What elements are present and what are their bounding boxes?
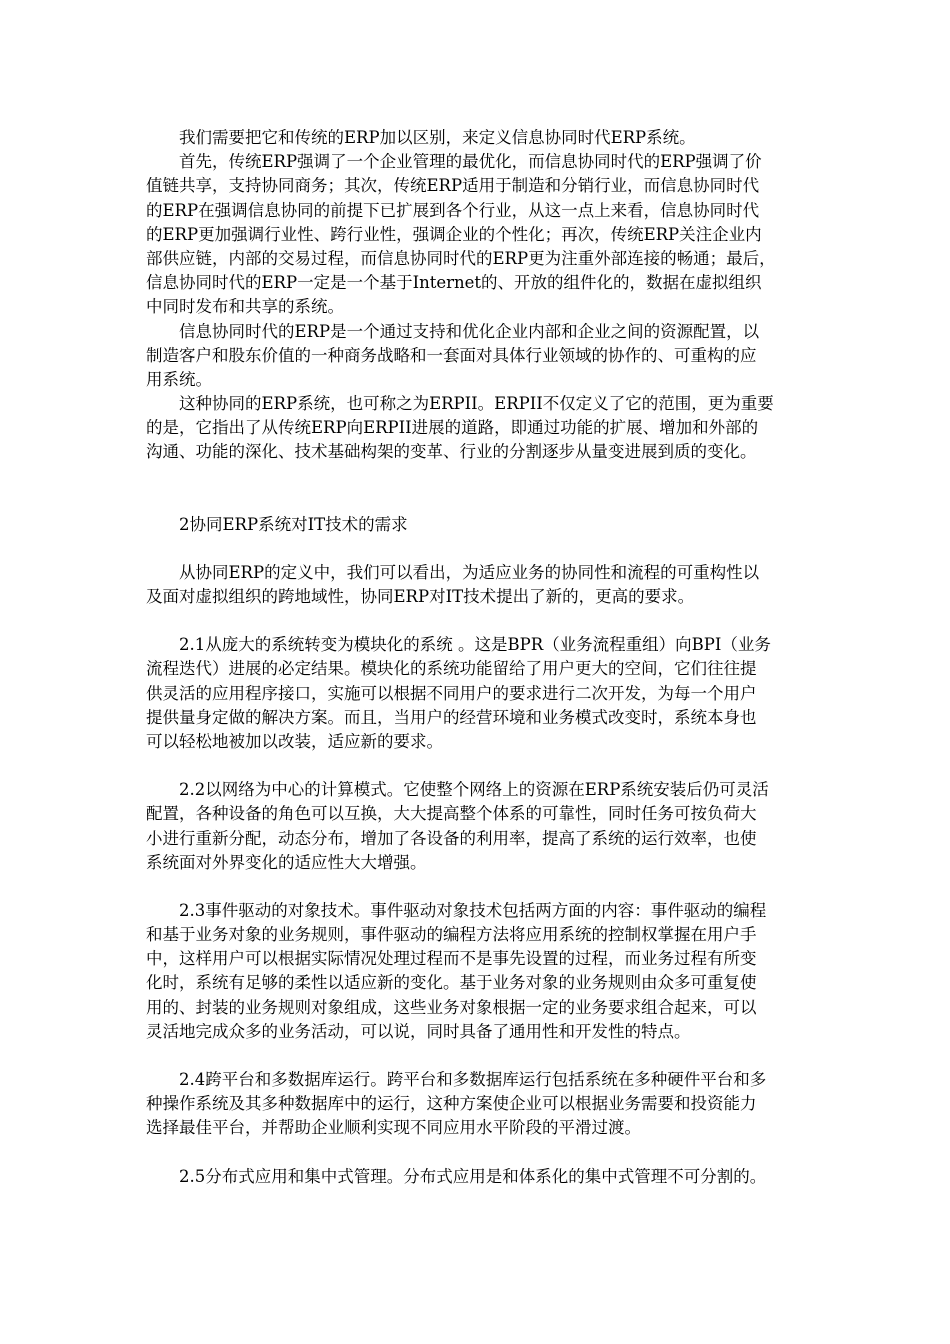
text-line: 中，这样用户可以根据实际情况处理过程而不是事先设置的过程，而业务过程有所变 [146, 949, 757, 969]
text-line: 选择最佳平台，并帮助企业顺利实现不同应用水平阶段的平滑过渡。 [146, 1118, 641, 1138]
text-line: 部供应链，内部的交易过程，而信息协同时代的ERP更为注重外部连接的畅通；最后， [146, 248, 776, 268]
text-line: 用系统。 [146, 369, 212, 389]
text-line: 可以轻松地被加以改装，适应新的要求。 [146, 731, 443, 751]
document-body [146, 126, 814, 1189]
text-line: 沟通、功能的深化、技术基础构架的变革、行业的分割逐步从量变进展到质的变化。 [146, 442, 757, 462]
text-line: 值链共享，支持协同商务；其次，传统ERP适用于制造和分销行业，而信息协同时代 [146, 176, 760, 196]
text-line: 供灵活的应用程序接口，实施可以根据不同用户的要求进行二次开发，为每一个用户 [146, 683, 757, 703]
spacer [146, 875, 814, 899]
spacer [146, 465, 814, 513]
paragraph-intro-3 [146, 320, 814, 393]
text-line: 小进行重新分配，动态分布，增加了各设备的利用率，提高了系统的运行效率，也使 [146, 828, 757, 848]
subsection-2-2 [146, 778, 814, 875]
text-line: 2.1从庞大的系统转变为模块化的系统 。这是BPR（业务流程重组）向BPI（业务 [179, 635, 771, 655]
paragraph-section-intro [146, 561, 814, 609]
subsection-2-4 [146, 1068, 814, 1141]
spacer [146, 1044, 814, 1068]
text-line: 首先，传统ERP强调了一个企业管理的最优化，而信息协同时代的ERP强调了价 [179, 152, 762, 172]
text-line: 信息协同时代的ERP是一个通过支持和优化企业内部和企业之间的资源配置，以 [179, 321, 760, 341]
text-line: 化时，系统有足够的柔性以适应新的变化。基于业务对象的业务规则由众多可重复使 [146, 973, 757, 993]
spacer [146, 537, 814, 561]
text-line: 的ERP更加强调行业性、跨行业性，强调企业的个性化；再次，传统ERP关注企业内 [146, 224, 762, 244]
subsection-2-5 [146, 1165, 814, 1189]
text-line: 2.3事件驱动的对象技术。事件驱动对象技术包括两方面的内容：事件驱动的编程 [179, 900, 767, 920]
text-line: 2.2以网络为中心的计算模式。它使整个网络上的资源在ERP系统安装后仍可灵活 [179, 780, 769, 800]
text-line: 配置，各种设备的角色可以互换，大大提高整个体系的可靠性，同时任务可按负荷大 [146, 804, 757, 824]
text-line: 种操作系统及其多种数据库中的运行，这种方案使企业可以根据业务需要和投资能力 [146, 1094, 757, 1114]
text-line: 这种协同的ERP系统，也可称之为ERPII。ERPII不仅定义了它的范围，更为重要 [179, 394, 774, 414]
paragraph-intro-2 [146, 150, 814, 319]
text-line: 系统面对外界变化的适应性大大增强。 [146, 852, 427, 872]
section-heading: 2协同ERP系统对IT技术的需求 [179, 514, 408, 534]
text-line: 2.5分布式应用和集中式管理。分布式应用是和体系化的集中式管理不可分割的。 [179, 1166, 767, 1186]
text-line: 和基于业务对象的业务规则，事件驱动的编程方法将应用系统的控制权掌握在用户手 [146, 925, 757, 945]
text-line: 我们需要把它和传统的ERP加以区别，来定义信息协同时代ERP系统。 [179, 128, 696, 147]
text-line: 信息协同时代的ERP一定是一个基于Internet的、开放的组件化的，数据在虚拟组织 [146, 273, 762, 293]
text-line: 2.4跨平台和多数据库运行。跨平台和多数据库运行包括系统在多种硬件平台和多 [179, 1070, 767, 1089]
text-line: 用的、封装的业务规则对象组成，这些业务对象根据一定的业务要求组合起来，可以 [146, 997, 757, 1017]
text-line: 制造客户和股东价值的一种商务战略和一套面对具体行业领域的协作的、可重构的应 [146, 345, 757, 365]
text-line: 灵活地完成众多的业务活动，可以说，同时具备了通用性和开发性的特点。 [146, 1021, 691, 1041]
text-line: 从协同ERP的定义中，我们可以看出，为适应业务的协同性和流程的可重构性以 [179, 562, 760, 582]
spacer [146, 1141, 814, 1165]
spacer [146, 754, 814, 778]
text-line: 及面对虚拟组织的跨地域性，协同ERP对IT技术提出了新的，更高的要求。 [146, 587, 695, 606]
text-line: 流程迭代）进展的必定结果。模块化的系统功能留给了用户更大的空间，它们往往提 [146, 659, 757, 679]
text-line: 的ERP在强调信息协同的前提下已扩展到各个行业，从这一点上来看，信息协同时代 [146, 200, 760, 220]
subsection-2-3 [146, 899, 814, 1044]
paragraph-intro-1 [146, 126, 814, 150]
paragraph-intro-4 [146, 392, 814, 465]
text-line: 的是，它指出了从传统ERP向ERPII进展的道路，即通过功能的扩展、增加和外部的 [146, 418, 759, 438]
text-line: 提供量身定做的解决方案。而且，当用户的经营环境和业务模式改变时，系统本身也 [146, 707, 757, 727]
subsection-2-1 [146, 633, 814, 754]
text-line: 中同时发布和共享的系统。 [146, 297, 344, 317]
spacer [146, 609, 814, 633]
